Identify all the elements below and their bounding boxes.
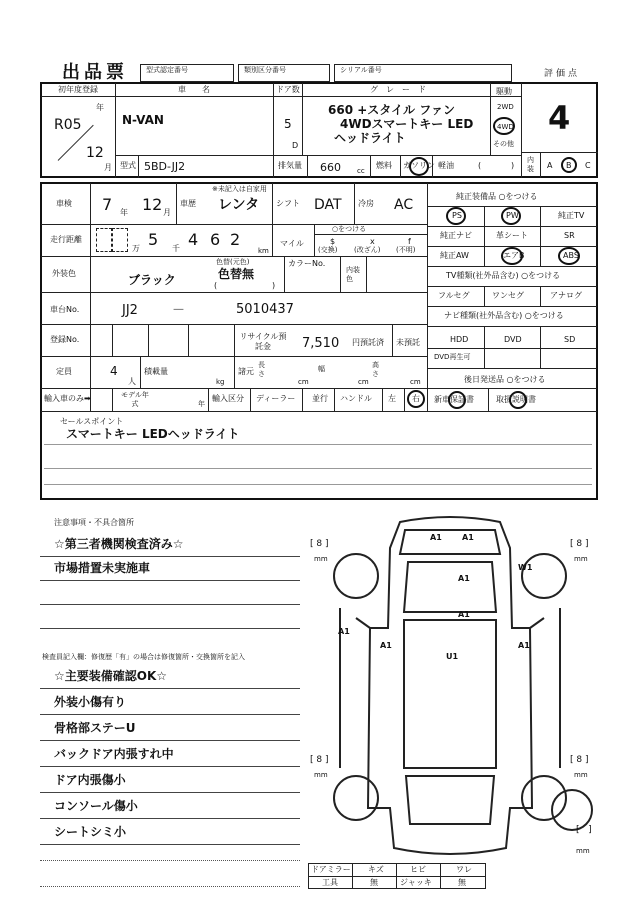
- interior-a: A: [547, 161, 553, 170]
- recycle-unpaid: 未預託: [396, 338, 420, 347]
- import-type-label: 輸入区分: [212, 394, 244, 403]
- spare-bracket: [ ]: [576, 825, 592, 835]
- drive-label: 駆動: [496, 87, 512, 96]
- color-change-label: 色替(元色): [216, 258, 250, 266]
- later-title: 後日発送品 ○をつける: [464, 375, 546, 384]
- inspector-2: 外装小傷有り: [54, 695, 127, 709]
- history-label: 車歴: [180, 199, 196, 208]
- spare-unit: mm: [576, 847, 590, 855]
- footer-h-break: ワレ: [456, 865, 472, 874]
- chassis-dash: －: [172, 303, 186, 318]
- width-label: 幅: [318, 365, 325, 373]
- chassis-number: 5010437: [236, 302, 294, 317]
- navi-sd: SD: [564, 335, 576, 344]
- equip-ps-circle: [446, 207, 466, 225]
- navi-hdd: HDD: [450, 335, 469, 344]
- tv-oneseg: ワンセグ: [492, 291, 524, 300]
- mark-hood: A1: [458, 574, 470, 583]
- tire-fr-value: [ 8 ]: [570, 539, 589, 549]
- doors-label: ドア数: [276, 85, 300, 94]
- interior-b: B: [566, 161, 572, 170]
- length-label: 長さ: [258, 361, 265, 378]
- equip-pw-circle: [501, 207, 521, 225]
- sales-point-text: スマートキー LEDヘッドライト: [66, 427, 240, 441]
- inspector-1: ☆主要装備確認OK☆: [54, 669, 168, 683]
- mark-roof: A1: [458, 610, 470, 619]
- inspector-line-4: [40, 744, 300, 767]
- recycle-paid: 円預託済: [352, 338, 384, 347]
- interior-color-label: 内装色: [346, 266, 360, 283]
- fuel-diesel: 軽油: [438, 161, 454, 170]
- tire-rr-value: [ 8 ]: [570, 755, 589, 765]
- inspector-7: シートシミ小: [54, 825, 127, 839]
- drive-other: その他: [493, 140, 514, 148]
- form-title: 出品票: [62, 62, 128, 83]
- model-year-label: モデル年式: [121, 391, 149, 408]
- navi-title: ナビ種類(社外品含む) ○をつける: [444, 311, 564, 320]
- handle-right: 右: [412, 394, 420, 403]
- mark-front-1: A1: [430, 533, 442, 542]
- interior-c: C: [585, 161, 591, 170]
- width-unit: cm: [358, 378, 369, 386]
- note-line-3: [40, 582, 300, 605]
- equip-abs-circle: [558, 247, 580, 265]
- reg-month: 12: [86, 145, 104, 161]
- meter-tampered-sub: (改ざん): [354, 246, 381, 254]
- shift-label: シフト: [276, 199, 300, 208]
- equip-tv: 純正TV: [558, 211, 585, 220]
- chassis-prefix: JJ2: [122, 303, 138, 318]
- shaken-year: 7: [102, 195, 113, 214]
- sales-point-label: セールスポイント: [60, 417, 124, 426]
- mile-label: マイル: [280, 239, 304, 248]
- tire-rl-value: [ 8 ]: [310, 755, 329, 765]
- footer-tools-value: 無: [370, 878, 378, 887]
- recycle-label: リサイクル預託金: [239, 332, 287, 351]
- equip-airbag-circle: [501, 247, 523, 265]
- equipment-title: 純正装備品 ○をつける: [456, 192, 538, 201]
- footer-jack-value: 無: [458, 878, 466, 887]
- mileage-digit-2: [112, 228, 128, 252]
- tv-fullseg: フルセグ: [438, 291, 470, 300]
- type-label: 型式: [120, 161, 136, 170]
- interior-label: 内装: [527, 156, 534, 173]
- tv-analog: アナログ: [550, 291, 582, 300]
- inspector-line-5: [40, 770, 300, 793]
- chassis-label: 車台No.: [50, 305, 80, 314]
- handle-left: 左: [388, 394, 396, 403]
- inspector-line-6: [40, 796, 300, 819]
- category-label: 類別区分番号: [244, 66, 286, 74]
- grade-label: グ レ ー ド: [370, 85, 426, 94]
- mark-front-2: A1: [462, 533, 474, 542]
- tire-fl-unit: mm: [314, 555, 328, 563]
- footer-h-mirror: ドアミラー: [311, 865, 351, 874]
- notes-title: 注意事項・不具合箇所: [54, 518, 134, 527]
- inspector-line-3: [40, 718, 300, 741]
- height-unit: cm: [410, 378, 421, 386]
- mileage-label: 走行距離: [50, 235, 82, 244]
- inspector-6: コンソール傷小: [54, 799, 138, 813]
- capacity-label: 定員: [56, 367, 72, 376]
- color-change-value: 色替無: [218, 267, 255, 281]
- tire-rr-unit: mm: [574, 771, 588, 779]
- meter-exchange-sub: (交換): [318, 246, 338, 254]
- length-unit: cm: [298, 378, 309, 386]
- meter-exchange: $: [330, 237, 336, 246]
- shaken-month: 12: [142, 195, 163, 214]
- shaken-label: 車検: [56, 199, 72, 208]
- mark-u1: U1: [446, 652, 459, 661]
- note-line-4: [40, 606, 300, 629]
- equip-airbag: エアB: [503, 251, 525, 260]
- equip-ps: PS: [452, 211, 462, 220]
- shaken-year-unit: 年: [120, 208, 128, 217]
- reg-no-label: 登録No.: [50, 335, 80, 344]
- note-1: ☆第三者機関検査済み☆: [54, 537, 184, 551]
- mark-w1: W1: [518, 563, 533, 572]
- meter-tampered: x: [370, 237, 375, 246]
- footer-jack: ジャッキ: [400, 878, 432, 887]
- tv-title: TV種類(社外品含む) ○をつける: [446, 271, 561, 280]
- interior-b-circle: [561, 157, 577, 173]
- ac-label: 冷房: [358, 199, 374, 208]
- dvd-playback: DVD再生可: [434, 353, 471, 361]
- note-line-1: [40, 534, 300, 557]
- model-cert-label: 型式認定番号: [146, 66, 188, 74]
- history-value: レンタ: [218, 197, 260, 213]
- circle-note: ○をつける: [332, 225, 367, 233]
- equip-aw: 純正AW: [440, 251, 469, 260]
- meter-unknown: f: [408, 237, 411, 246]
- type-value: 5BD-JJ2: [144, 160, 186, 173]
- color-paren-close: ): [272, 281, 276, 290]
- equip-navi: 純正ナビ: [440, 231, 472, 240]
- car-name: N-VAN: [122, 113, 164, 127]
- handle-right-circle: [407, 390, 425, 408]
- score-value: 4: [548, 99, 571, 137]
- inspector-title: 検査員記入欄：修復歴「有」の場合は修復箇所・交換箇所を記入: [42, 653, 245, 661]
- later-manual-circle: [509, 391, 527, 409]
- reg-year-unit: 年: [96, 103, 104, 112]
- load-unit: kg: [216, 378, 225, 386]
- inspector-3: 骨格部ステーU: [54, 721, 136, 735]
- serial-label: シリアル番号: [340, 66, 382, 74]
- doors-value: 5: [284, 117, 292, 131]
- displacement-unit: cc: [357, 167, 365, 175]
- grade-line-1: 660 +スタイル ファン: [328, 103, 455, 117]
- tire-rl-unit: mm: [314, 771, 328, 779]
- dims-label: 諸元: [238, 367, 254, 376]
- first-reg-label: 初年度登録: [58, 85, 98, 94]
- equip-leather: 革シート: [496, 231, 528, 240]
- drive-2wd: 2WD: [497, 103, 514, 111]
- equip-pw: PW: [506, 211, 519, 220]
- displacement-label: 排気量: [278, 161, 302, 170]
- color-no-label: カラーNo.: [288, 259, 326, 268]
- inspector-line-7: [40, 822, 300, 845]
- meter-unknown-sub: (不明): [396, 246, 416, 254]
- mark-left-door: A1: [338, 627, 350, 636]
- mileage-digit-4: 4: [188, 230, 199, 249]
- later-warranty-circle: [448, 391, 466, 409]
- ac-value: AC: [394, 197, 414, 213]
- history-note: ※未記入は自家用: [212, 185, 267, 193]
- tire-fr-unit: mm: [574, 555, 588, 563]
- reg-month-unit: 月: [104, 163, 112, 172]
- load-label: 積載量: [144, 367, 168, 376]
- capacity-unit: 人: [128, 377, 136, 386]
- shift-value: DAT: [314, 197, 342, 213]
- color-label: 外装色: [52, 269, 76, 278]
- note-2: 市場措置未実施車: [54, 561, 151, 575]
- fuel-gasoline: ガソリン: [403, 161, 435, 170]
- height-label: 高さ: [372, 361, 379, 378]
- drive-4wd-circle: [493, 117, 515, 135]
- note-line-2: [40, 558, 300, 581]
- equip-sr: SR: [564, 231, 575, 240]
- fuel-label: 燃料: [376, 161, 392, 170]
- handle-label: ハンドル: [340, 394, 372, 403]
- recycle-amount: 7,510: [302, 336, 340, 351]
- mileage-digit-6: 2: [230, 230, 241, 249]
- footer-tools: 工具: [322, 878, 338, 887]
- mileage-km: km: [258, 247, 269, 255]
- reg-year: R05: [54, 117, 82, 133]
- later-manual: 取扱説明書: [496, 395, 536, 404]
- capacity-value: 4: [110, 364, 118, 378]
- mark-left-inner: A1: [380, 641, 392, 650]
- inspector-4: バックドア内張すれ中: [54, 747, 174, 761]
- shaken-month-unit: 月: [163, 208, 171, 217]
- grade-line-3: ヘッドライト: [334, 131, 406, 145]
- fuel-paren-open: (: [478, 161, 482, 170]
- import-label: 輸入車のみ➡: [44, 394, 91, 403]
- score-label: 評価点: [544, 69, 581, 79]
- grade-line-2: 4WDスマートキー LED: [340, 117, 474, 131]
- mileage-sen: 千: [172, 244, 180, 253]
- displacement-value: 660: [320, 161, 341, 174]
- equip-abs: ABS: [563, 251, 579, 260]
- later-warranty: 新車保証書: [434, 395, 474, 404]
- footer-h-scratch: キズ: [368, 865, 384, 874]
- mileage-digit-1: [96, 228, 112, 252]
- mileage-digit-5: 6: [210, 230, 221, 249]
- inspector-line-1: [40, 666, 300, 689]
- fuel-gasoline-circle: [409, 157, 429, 176]
- inspector-5: ドア内張傷小: [54, 773, 126, 787]
- mark-right-inner: A1: [518, 641, 530, 650]
- navi-dvd: DVD: [504, 335, 522, 344]
- fuel-paren-close: ): [511, 161, 515, 170]
- parallel-option: 並行: [312, 394, 328, 403]
- car-diagram: [300, 508, 600, 868]
- doors-unit: D: [292, 141, 299, 150]
- dealer-option: ディーラー: [256, 394, 296, 403]
- model-year-unit: 年: [198, 400, 205, 408]
- drive-4wd: 4WD: [497, 123, 514, 131]
- color-paren-open: (: [214, 281, 218, 290]
- mileage-man: 万: [132, 244, 140, 253]
- footer-h-crack: ヒビ: [410, 865, 426, 874]
- tire-fl-value: [ 8 ]: [310, 539, 329, 549]
- car-name-label: 車 名: [178, 85, 210, 94]
- color-value: ブラック: [128, 273, 176, 287]
- inspector-line-2: [40, 692, 300, 715]
- mileage-digit-3: 5: [148, 230, 159, 249]
